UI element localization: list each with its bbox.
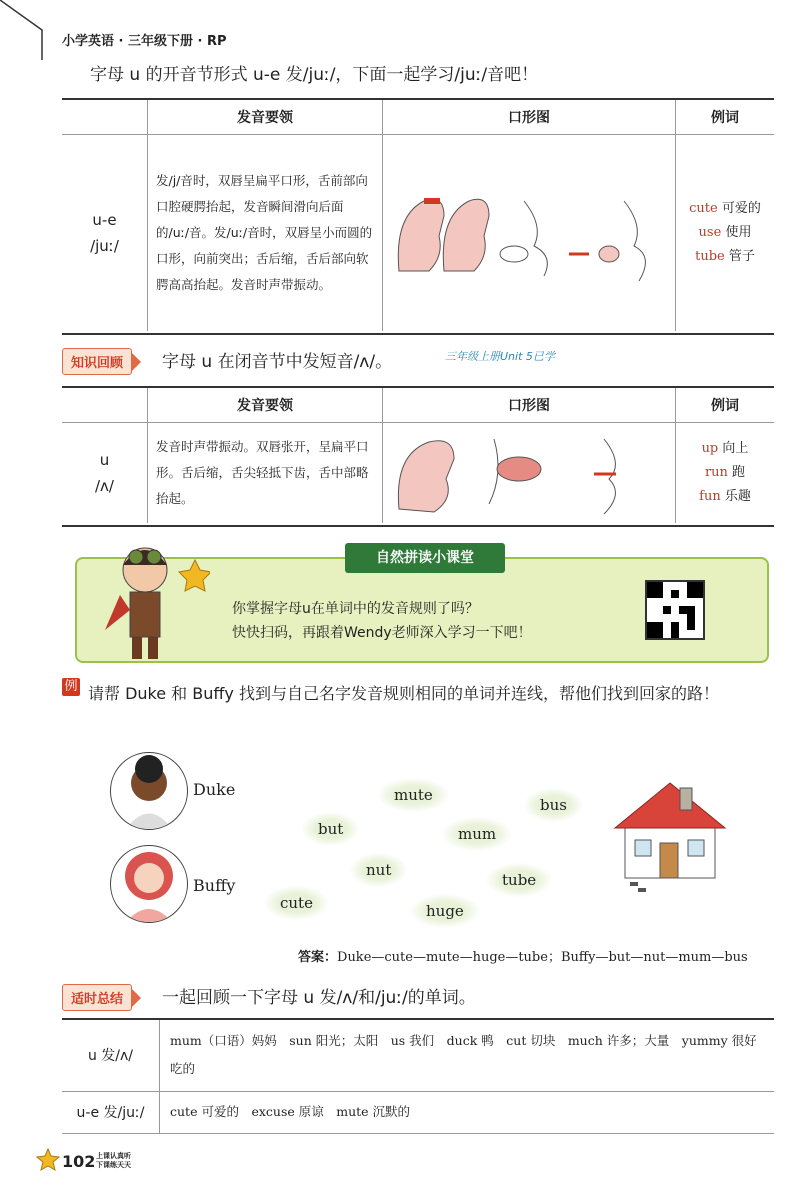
word-cloud-tube[interactable]: tube xyxy=(486,863,552,897)
mouth-header: 口形图 xyxy=(383,99,676,135)
summary-tag: 适时总结 xyxy=(62,984,132,1011)
footer-slogan: 上课认真听 下课练天天 xyxy=(96,1152,131,1169)
mouth-shape-image xyxy=(384,136,674,326)
tips-header: 发音要领 xyxy=(148,387,383,423)
duke-avatar xyxy=(110,752,188,830)
tips-text: 发音时声带振动。双唇张开，呈扁平口形。舌后缩，舌尖轻抵下齿，舌中部略抬起。 xyxy=(148,423,383,524)
word-cloud-nut[interactable]: nut xyxy=(350,853,407,887)
house-icon xyxy=(610,768,730,898)
phonics-line-1: 你掌握字母u在单词中的发音规则了吗？ xyxy=(232,601,479,617)
phoneme: /juː/ xyxy=(90,237,119,255)
summary-row-1-label: u 发/ʌ/ xyxy=(62,1019,160,1091)
answer-text: Duke—cute—mute—huge—tube；Buffy—but—nut—mum—bus xyxy=(337,950,748,965)
letter: u xyxy=(99,451,110,469)
answer-line xyxy=(298,946,748,965)
empty-header xyxy=(62,387,148,423)
example-3: fun 乐趣 xyxy=(699,489,751,504)
word-cloud-but[interactable]: but xyxy=(302,812,359,846)
summary-row-1-words: mum（口语）妈妈 sun 阳光；太阳 us 我们 duck 鸭 cut 切块 much 许多；大量 yummy 很好吃的 xyxy=(160,1019,775,1091)
summary-row-2-words: cute 可爱的 excuse 原谅 mute 沉默的 xyxy=(160,1091,775,1133)
cartoon-boy-icon xyxy=(100,535,210,665)
buffy-avatar xyxy=(110,845,188,923)
review-text: 字母 u 在闭音节中发短音/ʌ/。 xyxy=(162,352,393,372)
mouth-diagram xyxy=(383,135,676,332)
example-tag: 例 xyxy=(62,678,80,696)
example-1: cute 可爱的 xyxy=(689,201,761,216)
word-cloud-mute[interactable]: mute xyxy=(378,778,449,812)
letter-cell xyxy=(62,423,148,524)
examples-cell xyxy=(676,135,775,332)
ue-phoneme-table xyxy=(62,98,774,335)
star-icon xyxy=(36,1148,60,1172)
word-cloud-bus[interactable]: bus xyxy=(524,788,583,822)
mouth-header: 口形图 xyxy=(383,387,676,423)
phoneme: /ʌ/ xyxy=(95,477,114,495)
phonics-banner: 自然拼读小课堂 xyxy=(345,543,505,573)
example-3: tube 管子 xyxy=(695,249,755,264)
examples-cell xyxy=(676,423,775,524)
example-2: use 使用 xyxy=(698,225,752,240)
intro-text: 字母 u 的开音节形式 u-e 发/juː/，下面一起学习/juː/音吧！ xyxy=(90,65,539,85)
example-2: run 跑 xyxy=(704,465,746,480)
exercise-text: 请帮 Duke 和 Buffy 找到与自己名字发音规则相同的单词并连线，帮他们找到回家的路！ xyxy=(88,684,719,703)
example-1: up 向上 xyxy=(701,441,749,456)
buffy-label: Buffy xyxy=(193,876,236,895)
tips-text: 发/j/音时，双唇呈扁平口形，舌前部向口腔硬腭抬起，发音瞬间滑向后面的/uː/音。发/uː/音时，双唇呈小而圆的口形，向前突出；舌后缩，舌后部向软腭高高抬起。发音时声带振动。 xyxy=(148,135,383,332)
letter-cell xyxy=(62,135,148,332)
examples-header: 例词 xyxy=(676,99,775,135)
answer-label: 答案： xyxy=(298,950,338,965)
examples-header: 例词 xyxy=(676,387,775,423)
empty-header xyxy=(62,99,148,135)
tips-header: 发音要领 xyxy=(148,99,383,135)
u-phoneme-table xyxy=(62,386,774,527)
page-number: 102 xyxy=(62,1152,96,1171)
summary-row-2-label: u-e 发/juː/ xyxy=(62,1091,160,1133)
mouth-diagram xyxy=(383,423,676,524)
word-cloud-cute[interactable]: cute xyxy=(264,886,329,920)
qr-code-icon[interactable] xyxy=(645,580,705,640)
review-tag: 知识回顾 xyxy=(62,348,132,375)
summary-table xyxy=(62,1018,774,1134)
mouth-shape-image xyxy=(384,424,674,518)
duke-label: Duke xyxy=(193,780,236,799)
review-note: 三年级上册Unit 5已学 xyxy=(445,350,555,363)
word-cloud-mum[interactable]: mum xyxy=(442,817,512,851)
summary-text: 一起回顾一下字母 u 发/ʌ/和/juː/的单词。 xyxy=(162,988,476,1008)
word-cloud-huge[interactable]: huge xyxy=(410,894,480,928)
phonics-line-2: 快快扫码，再跟着Wendy老师深入学习一下吧！ xyxy=(232,625,532,641)
letter: u-e xyxy=(92,211,117,229)
header-title: 小学英语 · 三年级下册 · RP xyxy=(62,34,227,49)
corner-line xyxy=(0,0,60,60)
